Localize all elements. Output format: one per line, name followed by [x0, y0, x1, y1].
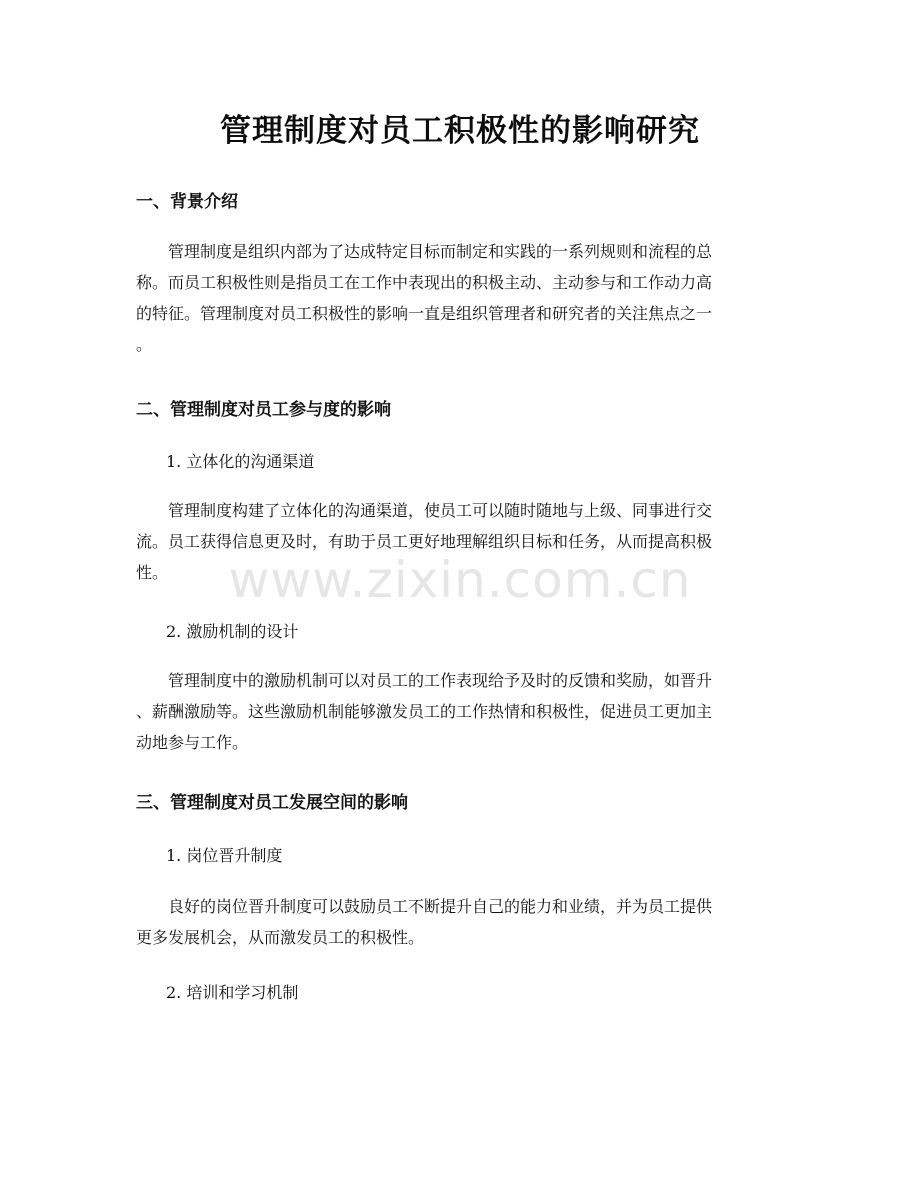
section-heading-participation: 二、管理制度对员工参与度的影响	[136, 400, 391, 420]
paragraph-line: 。	[136, 335, 153, 354]
paragraph-line: 的特征。管理制度对员工积极性的影响一直是组织管理者和研究者的关注焦点之一	[136, 304, 713, 323]
subsection-title-incentive: 2. 激励机制的设计	[166, 622, 299, 641]
page-title: 管理制度对员工积极性的影响研究	[220, 113, 700, 149]
paragraph-promotion	[136, 891, 788, 953]
subsection-title-training: 2. 培训和学习机制	[166, 983, 299, 1002]
paragraph-line: 、薪酬激励等。这些激励机制能够激发员工的工作热情和积极性，促进员工更加主	[136, 702, 713, 721]
paragraph-communication	[136, 495, 788, 588]
section-heading-background: 一、背景介绍	[136, 192, 238, 212]
paragraph-line: 更多发展机会，从而激发员工的积极性。	[136, 928, 425, 947]
subsection-title-promotion: 1. 岗位晋升制度	[166, 846, 283, 865]
paragraph-line: 流。员工获得信息更及时，有助于员工更好地理解组织目标和任务，从而提高积极	[136, 532, 713, 551]
paragraph-line: 管理制度是组织内部为了达成特定目标而制定和实践的一系列规则和流程的总	[168, 242, 713, 261]
section-heading-development: 三、管理制度对员工发展空间的影响	[136, 793, 408, 813]
watermark: www.zixin.com.cn	[228, 551, 692, 609]
subsection-title-communication: 1. 立体化的沟通渠道	[166, 452, 315, 471]
paragraph-line: 称。而员工积极性则是指员工在工作中表现出的积极主动、主动参与和工作动力高	[136, 273, 713, 292]
paragraph-line: 管理制度构建了立体化的沟通渠道，使员工可以随时随地与上级、同事进行交	[168, 501, 713, 520]
paragraph-line: 性。	[136, 563, 169, 582]
paragraph-line: 动地参与工作。	[136, 733, 249, 752]
paragraph-background	[136, 236, 788, 360]
paragraph-line: 良好的岗位晋升制度可以鼓励员工不断提升自己的能力和业绩，并为员工提供	[168, 897, 713, 916]
paragraph-line: 管理制度中的激励机制可以对员工的工作表现给予及时的反馈和奖励，如晋升	[168, 671, 713, 690]
paragraph-incentive	[136, 665, 788, 758]
